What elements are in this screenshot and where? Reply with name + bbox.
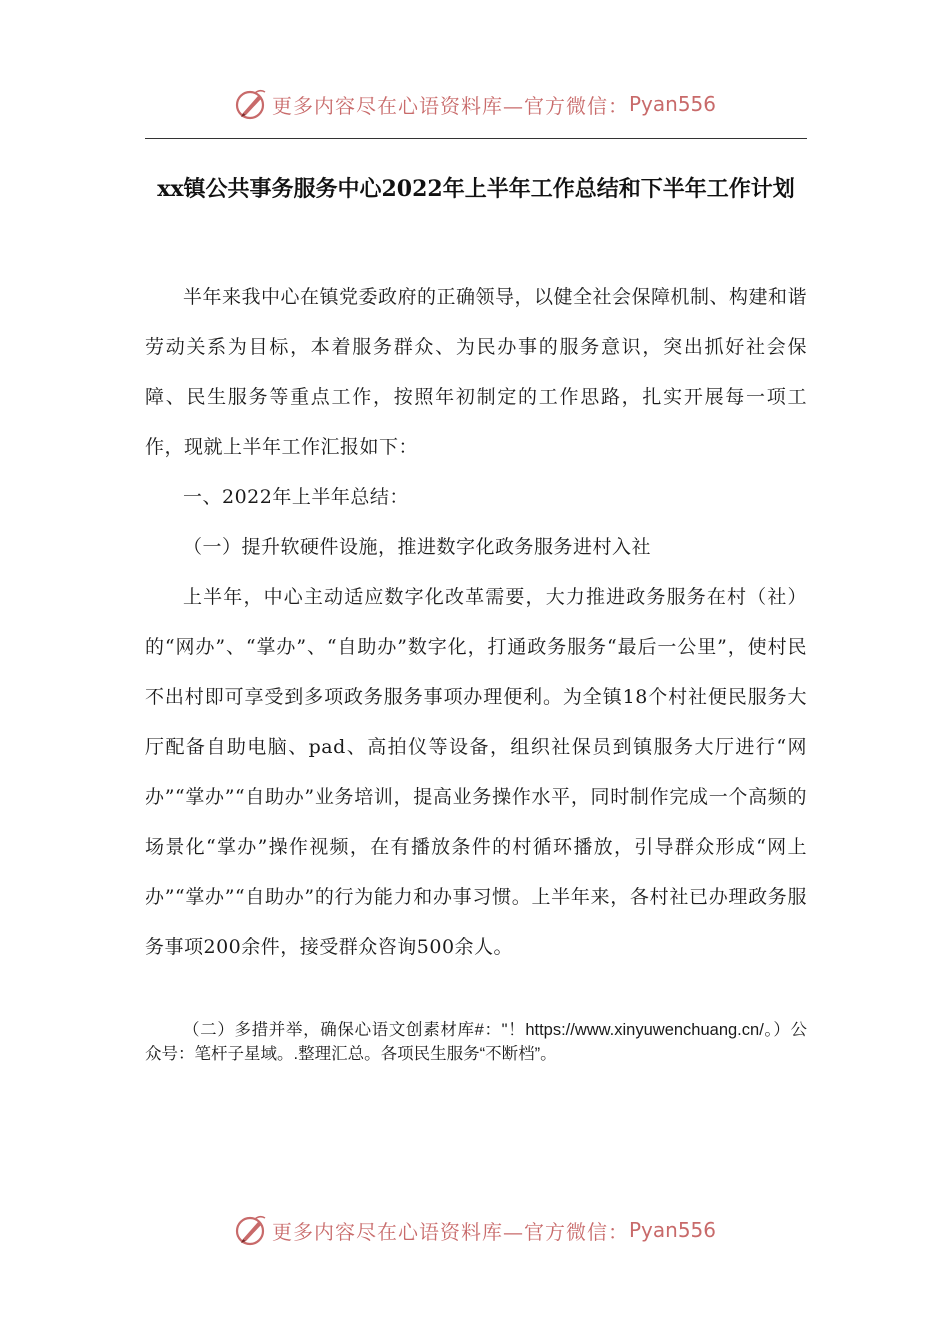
header-banner-text: 更多内容尽在心语资料库—官方微信： xyxy=(271,93,629,118)
footer-banner-code: Pyan556 xyxy=(628,1218,716,1242)
pen-logo-icon xyxy=(234,87,268,121)
footer-banner-text: 更多内容尽在心语资料库—官方微信： xyxy=(271,1219,629,1244)
document-title: xx镇公共事务服务中心2022年上半年工作总结和下半年工作计划 xyxy=(157,176,795,202)
footer-banner xyxy=(0,1206,950,1254)
subsection-1-heading: （一）提升软硬件设施，推进数字化政务服务进村入社 xyxy=(183,536,652,558)
section-1-heading: 一、2022年上半年总结： xyxy=(183,486,409,508)
intro-paragraph: 半年来我中心在镇党委政府的正确领导，以健全社会保障机制、构建和谐劳动关系为目标，本着服务群众、为民办事的服务意识，突出抓好社会保障、民生服务等重点工作，按照年初制定的工作思路，扎实开展每一项工作，现就上半年工作汇报如下： xyxy=(145,286,808,458)
header-banner xyxy=(0,80,950,128)
pen-logo-icon xyxy=(234,1213,268,1247)
subsection-1-paragraph: 上半年，中心主动适应数字化改革需要，大力推进政务服务在村（社）的“网办”、“掌办”、“自助办”数字化，打通政务服务“最后一公里”，使村民不出村即可享受到多项政务服务事项办理便利。为全镇18个村社便民服务大厅配备自助电脑、pad、高拍仪等设备，组织社保员到镇服务大厅进行“网办”“掌办”“自助办”业务培训，提高业务操作水平，同时制作完成一个高频的场景化“掌办”操作视频，在有播放条件的村循环播放，引导群众形成“网上办”“掌办”“自助办”的行为能力和办事习惯。上半年来，各村社已办理政务服务事项200余件，接受群众咨询500余人。 xyxy=(145,586,807,958)
header-divider xyxy=(145,138,807,139)
header-banner-code: Pyan556 xyxy=(628,92,716,116)
subsection-2-paragraph: （二）多措并举，确保心语文创素材库#："！https://www.xinyuwenchuang.cn/。）公众号：笔杆子星域。.整理汇总。各项民生服务“不断档”。 xyxy=(145,1021,807,1063)
